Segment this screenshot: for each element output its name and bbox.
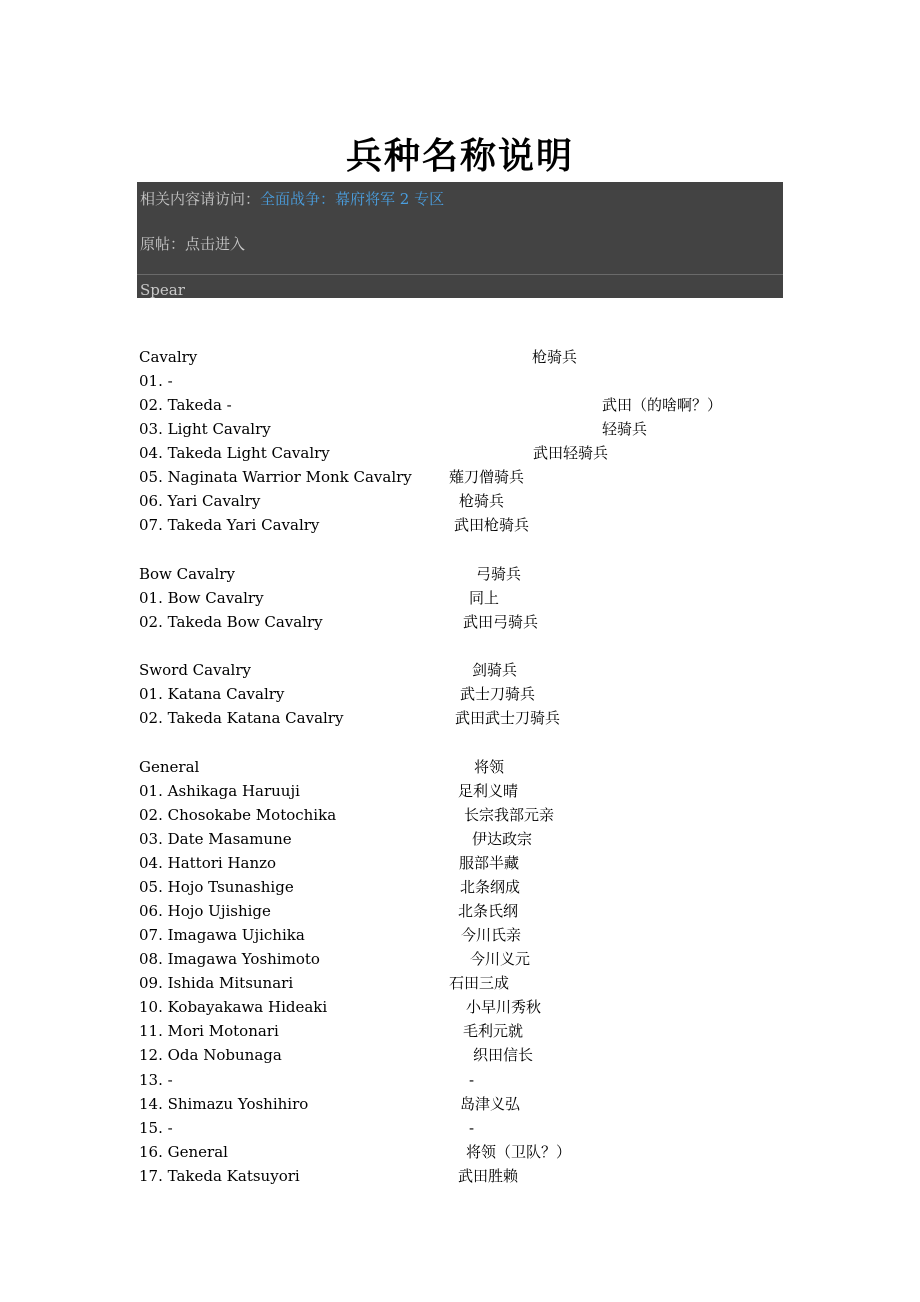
- entry-zh: 武田（的啥啊？）: [602, 396, 723, 414]
- entry-en: 02. Takeda Bow Cavalry: [139, 613, 323, 631]
- entry-en: 05. Hojo Tsunashige: [139, 878, 294, 896]
- entry-en: 02. Takeda -: [139, 396, 232, 414]
- entry-zh: 今川氏亲: [461, 926, 522, 944]
- entry-zh: 剑骑兵: [472, 661, 518, 679]
- entry-zh: 服部半藏: [459, 854, 520, 872]
- entry-zh: 武田武士刀骑兵: [455, 709, 561, 727]
- entry-zh: 小早川秀秋: [466, 998, 542, 1016]
- banner-divider: [137, 274, 783, 275]
- entry-zh: 北条纲成: [460, 878, 521, 896]
- entry-zh: 石田三成: [449, 974, 510, 992]
- entry-zh: 武田枪骑兵: [454, 516, 530, 534]
- entry-en: 03. Date Masamune: [139, 830, 292, 848]
- entry-en: 17. Takeda Katsuyori: [139, 1167, 300, 1185]
- entry-en: 13. -: [139, 1071, 173, 1089]
- entry-zh: 枪骑兵: [532, 348, 578, 366]
- entry-en: 16. General: [139, 1143, 228, 1161]
- entry-zh: 北条氏纲: [458, 902, 519, 920]
- entry-en: 01. Bow Cavalry: [139, 589, 264, 607]
- entry-en: 01. Ashikaga Haruuji: [139, 782, 300, 800]
- entry-zh: 毛利元就: [463, 1022, 524, 1040]
- entry-en: 07. Takeda Yari Cavalry: [139, 516, 320, 534]
- entry-en: 05. Naginata Warrior Monk Cavalry: [139, 468, 412, 486]
- entry-en: 02. Chosokabe Motochika: [139, 806, 337, 824]
- entry-en: 12. Oda Nobunaga: [139, 1046, 282, 1064]
- entry-en: 11. Mori Motonari: [139, 1022, 279, 1040]
- entry-en: 09. Ishida Mitsunari: [139, 974, 294, 992]
- entry-zh: -: [469, 1119, 475, 1137]
- entry-en: 04. Takeda Light Cavalry: [139, 444, 330, 462]
- entry-zh: 同上: [469, 589, 500, 607]
- entry-zh: 轻骑兵: [602, 420, 648, 438]
- entry-en: 04. Hattori Hanzo: [139, 854, 277, 872]
- entry-zh: 弓骑兵: [476, 565, 522, 583]
- entry-en: 02. Takeda Katana Cavalry: [139, 709, 344, 727]
- original-post-link[interactable]: 原帖：点击进入: [140, 235, 246, 253]
- entry-zh: 薙刀僧骑兵: [449, 468, 525, 486]
- entry-en: Cavalry: [139, 348, 198, 366]
- entry-zh: 足利义晴: [458, 782, 519, 800]
- info-banner: [137, 182, 783, 298]
- entry-zh: 武田胜赖: [458, 1167, 519, 1185]
- section-spear: Spear: [140, 281, 185, 299]
- entry-zh: 武士刀骑兵: [460, 685, 536, 703]
- entry-en: 01. Katana Cavalry: [139, 685, 285, 703]
- entry-zh: 织田信长: [473, 1046, 534, 1064]
- page-title: 兵种名称说明: [345, 135, 574, 177]
- entry-en: 07. Imagawa Ujichika: [139, 926, 305, 944]
- related-link[interactable]: 全面战争：幕府将军 2 专区: [260, 190, 445, 208]
- related-row: [140, 188, 444, 209]
- entry-zh: 武田弓骑兵: [463, 613, 539, 631]
- entry-en: 03. Light Cavalry: [139, 420, 271, 438]
- related-label: 相关内容请访问：: [140, 190, 261, 208]
- entry-zh: 将领: [474, 758, 505, 776]
- entry-en: 14. Shimazu Yoshihiro: [139, 1095, 309, 1113]
- entry-zh: -: [469, 1071, 475, 1089]
- entry-en: Sword Cavalry: [139, 661, 251, 679]
- entry-en: 08. Imagawa Yoshimoto: [139, 950, 320, 968]
- entry-zh: 长宗我部元亲: [464, 806, 555, 824]
- entry-en: 01. -: [139, 372, 173, 390]
- entry-en: 10. Kobayakawa Hideaki: [139, 998, 328, 1016]
- entry-zh: 武田轻骑兵: [533, 444, 609, 462]
- entry-zh: 伊达政宗: [472, 830, 533, 848]
- entry-en: 06. Hojo Ujishige: [139, 902, 271, 920]
- entry-zh: 将领（卫队？）: [466, 1143, 572, 1161]
- entry-en: General: [139, 758, 200, 776]
- entry-zh: 岛津义弘: [460, 1095, 521, 1113]
- entry-zh: 枪骑兵: [459, 492, 505, 510]
- entry-zh: 今川义元: [470, 950, 531, 968]
- entry-en: Bow Cavalry: [139, 565, 235, 583]
- entry-en: 15. -: [139, 1119, 173, 1137]
- entry-en: 06. Yari Cavalry: [139, 492, 261, 510]
